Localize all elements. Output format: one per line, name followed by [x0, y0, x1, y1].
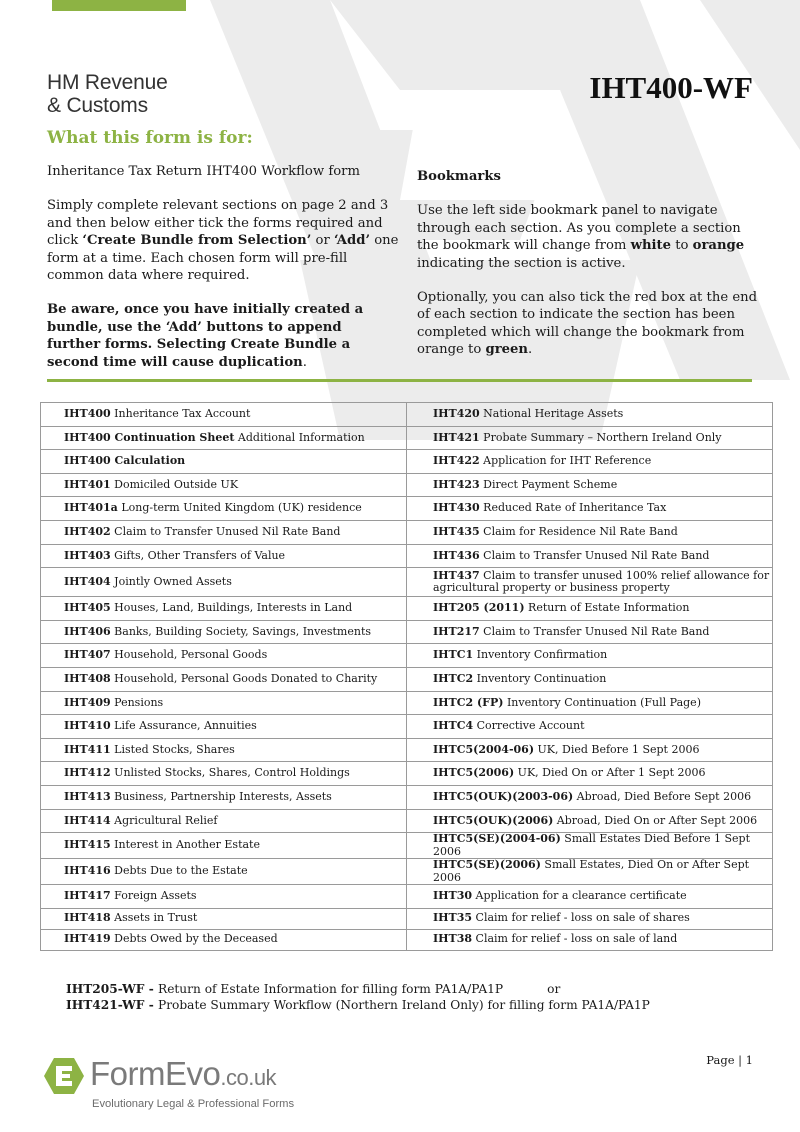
- hmrc-logo: [47, 71, 168, 117]
- org-name-line2: & Customs: [47, 94, 148, 117]
- form-code: IHT415: [64, 838, 111, 852]
- table-row: [41, 833, 773, 859]
- formevo-logo: [44, 1056, 294, 1110]
- workflow-note-iht421: IHT421-WF - Probate Summary Workflow (Northern Ireland Only) for filling form PA1A/PA1P: [66, 998, 650, 1012]
- form-entry: [407, 885, 773, 909]
- form-code: IHT422: [433, 454, 480, 468]
- form-code: IHT423: [433, 477, 480, 491]
- form-description: Small Estates Died Before 1 Sept 2006: [433, 832, 750, 858]
- section-divider: [47, 379, 752, 382]
- form-entry: [41, 597, 407, 621]
- form-entry: [41, 403, 407, 427]
- form-entry: [41, 497, 407, 521]
- form-code: IHT406: [64, 624, 111, 638]
- table-row: [41, 568, 773, 597]
- form-description: Corrective Account: [473, 719, 585, 733]
- form-entry: [407, 908, 773, 929]
- form-code: IHT436: [433, 548, 480, 562]
- form-entry: [407, 544, 773, 568]
- form-description: Claim for relief - loss on sale of shares: [472, 911, 690, 925]
- form-code: IHTC5(2004-06): [433, 742, 535, 756]
- form-code: IHT418: [64, 911, 111, 925]
- brand-name: FormEvo.co.uk: [90, 1055, 277, 1092]
- form-description: Abroad, Died Before Sept 2006: [573, 789, 752, 803]
- form-entry: [41, 667, 407, 691]
- form-entry: [407, 738, 773, 762]
- form-description: Claim for relief - loss on sale of land: [472, 932, 678, 946]
- form-entry: [41, 715, 407, 739]
- form-description: Assets in Trust: [110, 911, 198, 925]
- form-entry: [41, 473, 407, 497]
- form-description: Abroad, Died On or After Sept 2006: [553, 813, 758, 827]
- form-entry: [407, 426, 773, 450]
- form-entry: [407, 473, 773, 497]
- table-row: [41, 597, 773, 621]
- form-description: Probate Summary – Northern Ireland Only: [479, 430, 722, 444]
- workflow-notes: [66, 981, 650, 1013]
- table-row: [41, 403, 773, 427]
- table-row: [41, 715, 773, 739]
- form-entry: [41, 644, 407, 668]
- form-code: IHT205 (2011): [433, 601, 525, 615]
- form-entry: [41, 520, 407, 544]
- form-entry: [41, 620, 407, 644]
- form-entry: [407, 403, 773, 427]
- form-description: Agricultural Relief: [110, 813, 218, 827]
- form-code: IHT407: [64, 648, 111, 662]
- table-row: [41, 908, 773, 929]
- intro-section: [47, 163, 399, 388]
- form-description: Unlisted Stocks, Shares, Control Holdings: [110, 766, 350, 780]
- form-description: Jointly Owned Assets: [110, 574, 232, 588]
- table-row: [41, 473, 773, 497]
- form-description: Houses, Land, Buildings, Interests in Land: [110, 601, 353, 615]
- form-entry: [41, 929, 407, 950]
- form-description: Reduced Rate of Inheritance Tax: [479, 501, 667, 515]
- form-entry: [407, 929, 773, 950]
- bookmarks-paragraph-2: Optionally, you can also tick the red box at the end of each section to indicate the section has been completed which will change the bookmark from orange to green.: [417, 290, 758, 358]
- form-code: IHT38: [433, 932, 473, 946]
- table-row: [41, 809, 773, 833]
- form-entry: [407, 715, 773, 739]
- form-entry: [41, 568, 407, 597]
- form-code: IHT417: [64, 889, 111, 903]
- form-description: Direct Payment Scheme: [479, 477, 618, 491]
- forms-table: [40, 402, 773, 951]
- form-description: Banks, Building Society, Savings, Investments: [110, 624, 372, 638]
- org-name-line1: HM Revenue: [47, 71, 168, 94]
- form-entry: [41, 426, 407, 450]
- table-row: [41, 620, 773, 644]
- table-row: [41, 426, 773, 450]
- form-entry: [407, 859, 773, 885]
- form-code: IHTC2 (FP): [433, 695, 504, 709]
- formevo-hexagon-icon: [44, 1056, 84, 1096]
- form-entry: [41, 885, 407, 909]
- form-code: IHT30: [433, 889, 473, 903]
- form-code: IHT411: [64, 742, 111, 756]
- form-description: Interest in Another Estate: [110, 838, 260, 852]
- form-entry: [407, 644, 773, 668]
- form-entry: [41, 809, 407, 833]
- form-description: Claim to Transfer Unused Nil Rate Band: [479, 624, 710, 638]
- form-description: Inventory Continuation (Full Page): [503, 695, 701, 709]
- form-code: IHT35: [433, 911, 473, 925]
- table-row: [41, 929, 773, 950]
- form-code: IHT413: [64, 789, 111, 803]
- form-code: IHT217: [433, 624, 480, 638]
- form-description: Gifts, Other Transfers of Value: [110, 548, 286, 562]
- form-code: IHT420: [433, 407, 480, 421]
- form-code: IHT405: [64, 601, 111, 615]
- table-row: [41, 497, 773, 521]
- form-code: IHTC2: [433, 671, 474, 685]
- form-description: Return of Estate Information: [524, 601, 690, 615]
- form-description: Claim for Residence Nil Rate Band: [479, 525, 678, 539]
- form-description: UK, Died Before 1 Sept 2006: [534, 742, 700, 756]
- form-description: Debts Due to the Estate: [110, 864, 248, 878]
- form-description: Household, Personal Goods Donated to Charity: [110, 671, 378, 685]
- form-entry: [407, 620, 773, 644]
- form-code: IHT437: [433, 568, 480, 582]
- form-description: Inheritance Tax Account: [110, 407, 251, 421]
- table-row: [41, 785, 773, 809]
- bookmarks-section: [417, 168, 762, 376]
- form-description: Small Estates, Died On or After Sept 2006: [433, 858, 750, 884]
- form-description: Claim to Transfer Unused Nil Rate Band: [479, 548, 710, 562]
- form-code: IHTC5(OUK)(2006): [433, 813, 554, 827]
- form-code: IHT421: [433, 430, 480, 444]
- form-code: IHT410: [64, 719, 111, 733]
- form-description: Application for a clearance certificate: [472, 889, 687, 903]
- bookmarks-heading: Bookmarks: [417, 169, 501, 184]
- form-code: IHTC4: [433, 719, 474, 733]
- form-entry: [407, 568, 773, 597]
- form-code: IHT404: [64, 574, 111, 588]
- table-row: [41, 544, 773, 568]
- form-description: Household, Personal Goods: [110, 648, 268, 662]
- table-row: [41, 885, 773, 909]
- form-code: IHT435: [433, 525, 480, 539]
- form-entry: [407, 597, 773, 621]
- table-row: [41, 520, 773, 544]
- form-code: IHT401a: [64, 501, 118, 515]
- form-description: Long-term United Kingdom (UK) residence: [117, 501, 362, 515]
- table-row: [41, 644, 773, 668]
- bookmarks-paragraph-1: Use the left side bookmark panel to navigate through each section. As you complete a section the bookmark will change from white to orange indicating the section is active.: [417, 203, 745, 271]
- form-code: IHT400 Continuation Sheet: [64, 430, 235, 444]
- form-entry: [41, 544, 407, 568]
- form-code: IHTC5(2006): [433, 766, 515, 780]
- intro-paragraph-2: Simply complete relevant sections on page 2 and 3 and then below either tick the forms required and click ‘Create Bundle from Selection’ or ‘Add’ one form at a time. Each chosen form will pre-fill common data where required.: [47, 198, 399, 284]
- form-description: Additional Information: [234, 430, 365, 444]
- form-code: IHT409: [64, 695, 111, 709]
- form-code: IHTC5(SE)(2004-06): [433, 832, 561, 846]
- form-code: IHT414: [64, 813, 111, 827]
- form-entry: [407, 520, 773, 544]
- form-code: IHT400: [64, 407, 111, 421]
- form-code: IHT401: [64, 477, 111, 491]
- intro-paragraph-1: Inheritance Tax Return IHT400 Workflow form: [47, 164, 360, 179]
- form-code: IHT400 Calculation: [64, 454, 186, 468]
- table-row: [41, 450, 773, 474]
- form-code: IHT412: [64, 766, 111, 780]
- form-description: Claim to transfer unused 100% relief allowance for agricultural property or business property: [433, 568, 770, 595]
- form-entry: [41, 450, 407, 474]
- purpose-heading: What this form is for:: [47, 128, 253, 148]
- form-entry: [407, 691, 773, 715]
- form-entry: [407, 833, 773, 859]
- page-number: Page | 1: [706, 1053, 753, 1067]
- form-description: Debts Owed by the Deceased: [110, 932, 278, 946]
- form-description: Pensions: [110, 695, 164, 709]
- form-code: IHT403: [64, 548, 111, 562]
- form-description: National Heritage Assets: [479, 407, 624, 421]
- form-description: Listed Stocks, Shares: [110, 742, 235, 756]
- form-description: Foreign Assets: [110, 889, 197, 903]
- form-code: IHTC5(OUK)(2003-06): [433, 789, 574, 803]
- form-entry: [41, 785, 407, 809]
- form-code: IHT419: [64, 932, 111, 946]
- form-entry: [407, 450, 773, 474]
- form-entry: [41, 833, 407, 859]
- intro-warning: Be aware, once you have initially created a bundle, use the ‘Add’ buttons to append further forms. Selecting Create Bundle a second time will cause duplication.: [47, 302, 364, 370]
- table-row: [41, 691, 773, 715]
- form-code: IHTC5(SE)(2006): [433, 858, 541, 872]
- form-description: Inventory Continuation: [473, 671, 607, 685]
- form-code: IHT430: [433, 501, 480, 515]
- form-description: Application for IHT Reference: [479, 454, 652, 468]
- form-description: Domiciled Outside UK: [110, 477, 239, 491]
- form-entry: [41, 859, 407, 885]
- form-description: Life Assurance, Annuities: [110, 719, 257, 733]
- form-code: IHT408: [64, 671, 111, 685]
- top-accent-bar: [52, 0, 186, 11]
- form-description: Claim to Transfer Unused Nil Rate Band: [110, 525, 341, 539]
- table-row: [41, 667, 773, 691]
- form-entry: [407, 497, 773, 521]
- form-entry: [407, 762, 773, 786]
- form-description: Business, Partnership Interests, Assets: [110, 789, 332, 803]
- workflow-note-iht205: IHT205-WF - Return of Estate Information for filling form PA1A/PA1P or: [66, 982, 561, 996]
- form-code: IHTC1: [433, 648, 474, 662]
- form-entry: [407, 809, 773, 833]
- form-description: UK, Died On or After 1 Sept 2006: [514, 766, 706, 780]
- form-entry: [407, 667, 773, 691]
- table-row: [41, 762, 773, 786]
- form-entry: [41, 738, 407, 762]
- form-code: IHT416: [64, 864, 111, 878]
- table-row: [41, 859, 773, 885]
- brand-tagline: Evolutionary Legal & Professional Forms: [92, 1098, 295, 1110]
- form-entry: [407, 785, 773, 809]
- form-entry: [41, 908, 407, 929]
- table-row: [41, 738, 773, 762]
- form-code-title: IHT400-WF: [589, 70, 753, 105]
- form-code: IHT402: [64, 525, 111, 539]
- form-entry: [41, 762, 407, 786]
- form-entry: [41, 691, 407, 715]
- form-description: Inventory Confirmation: [473, 648, 608, 662]
